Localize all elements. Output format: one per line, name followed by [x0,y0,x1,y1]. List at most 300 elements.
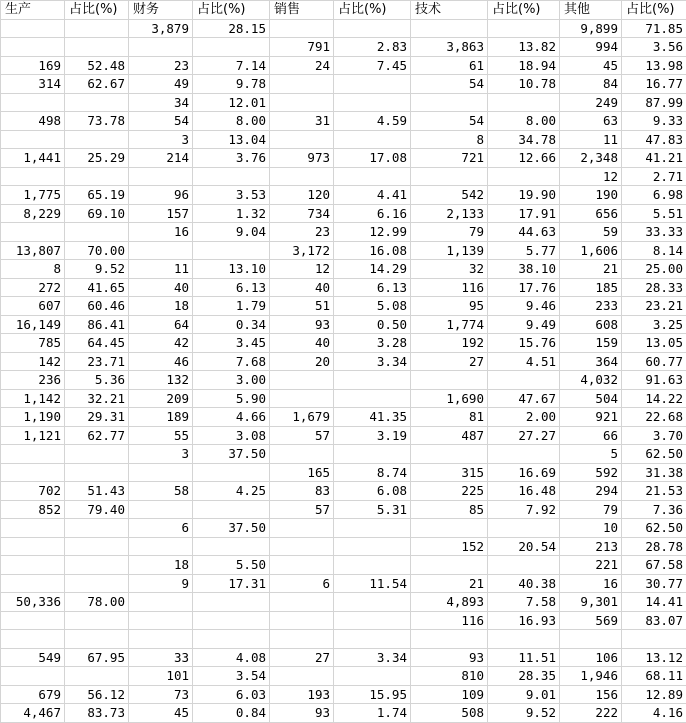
table-cell[interactable]: 34.78 [488,130,560,149]
table-cell[interactable]: 71.85 [622,19,686,38]
table-cell[interactable]: 1,774 [411,315,488,334]
table-cell[interactable]: 11.54 [334,574,411,593]
table-cell[interactable]: 1.74 [334,704,411,723]
table-cell[interactable]: 60.46 [65,297,129,316]
table-cell[interactable]: 679 [1,685,65,704]
table-cell[interactable] [411,556,488,575]
table-cell[interactable]: 1,679 [270,408,334,427]
table-cell[interactable] [270,389,334,408]
table-cell[interactable] [129,463,193,482]
table-cell[interactable]: 17.76 [488,278,560,297]
table-cell[interactable]: 4,032 [560,371,622,390]
table-cell[interactable]: 2,133 [411,204,488,223]
table-cell[interactable] [334,167,411,186]
table-cell[interactable]: 132 [129,371,193,390]
table-cell[interactable] [1,223,65,242]
table-cell[interactable] [270,611,334,630]
table-cell[interactable]: 13.98 [622,56,686,75]
table-cell[interactable] [65,574,129,593]
table-cell[interactable]: 9.78 [193,75,270,94]
table-cell[interactable]: 221 [560,556,622,575]
table-cell[interactable]: 2.00 [488,408,560,427]
table-cell[interactable]: 65.19 [65,186,129,205]
table-cell[interactable]: 249 [560,93,622,112]
table-cell[interactable]: 8.74 [334,463,411,482]
table-cell[interactable]: 810 [411,667,488,686]
table-cell[interactable]: 3,863 [411,38,488,57]
table-cell[interactable] [411,630,488,649]
table-cell[interactable] [270,75,334,94]
table-cell[interactable]: 1,946 [560,667,622,686]
table-cell[interactable] [270,556,334,575]
table-cell[interactable]: 13.04 [193,130,270,149]
table-cell[interactable]: 8,229 [1,204,65,223]
header-cell-tech[interactable]: 技术 [411,1,488,20]
table-cell[interactable]: 4.16 [622,704,686,723]
table-cell[interactable]: 68.11 [622,667,686,686]
table-cell[interactable] [129,241,193,260]
table-cell[interactable]: 20.54 [488,537,560,556]
table-cell[interactable]: 3.08 [193,426,270,445]
table-cell[interactable]: 4.66 [193,408,270,427]
table-cell[interactable]: 734 [270,204,334,223]
table-cell[interactable]: 2.83 [334,38,411,57]
table-cell[interactable] [65,93,129,112]
table-cell[interactable]: 27 [270,648,334,667]
table-cell[interactable]: 7.45 [334,56,411,75]
table-cell[interactable]: 2,348 [560,149,622,168]
table-cell[interactable]: 193 [270,685,334,704]
table-cell[interactable] [193,167,270,186]
table-cell[interactable]: 3.54 [193,667,270,686]
table-cell[interactable]: 79 [411,223,488,242]
table-cell[interactable] [411,371,488,390]
table-cell[interactable]: 15.76 [488,334,560,353]
table-cell[interactable] [334,19,411,38]
table-cell[interactable]: 13,807 [1,241,65,260]
table-cell[interactable] [129,167,193,186]
table-cell[interactable] [193,537,270,556]
table-cell[interactable]: 994 [560,38,622,57]
table-cell[interactable]: 73 [129,685,193,704]
table-cell[interactable]: 17.08 [334,149,411,168]
table-cell[interactable] [334,667,411,686]
table-cell[interactable]: 1,121 [1,426,65,445]
table-cell[interactable]: 8 [411,130,488,149]
table-cell[interactable]: 7.92 [488,500,560,519]
table-cell[interactable]: 185 [560,278,622,297]
table-cell[interactable]: 607 [1,297,65,316]
table-cell[interactable]: 83.07 [622,611,686,630]
table-cell[interactable]: 83 [270,482,334,501]
table-cell[interactable]: 55 [129,426,193,445]
table-cell[interactable]: 58 [129,482,193,501]
table-cell[interactable]: 159 [560,334,622,353]
table-cell[interactable]: 28.15 [193,19,270,38]
table-cell[interactable]: 93 [270,704,334,723]
table-cell[interactable]: 14.41 [622,593,686,612]
table-cell[interactable] [65,611,129,630]
table-cell[interactable] [129,593,193,612]
table-cell[interactable]: 0.34 [193,315,270,334]
table-cell[interactable]: 40 [270,334,334,353]
table-cell[interactable]: 42 [129,334,193,353]
table-cell[interactable]: 83.73 [65,704,129,723]
table-cell[interactable]: 54 [411,112,488,131]
table-cell[interactable]: 542 [411,186,488,205]
table-cell[interactable]: 4.41 [334,186,411,205]
table-cell[interactable]: 156 [560,685,622,704]
table-cell[interactable]: 29.31 [65,408,129,427]
table-cell[interactable] [129,537,193,556]
table-cell[interactable]: 9.52 [488,704,560,723]
table-cell[interactable]: 189 [129,408,193,427]
table-cell[interactable]: 25.29 [65,149,129,168]
table-cell[interactable]: 6.13 [193,278,270,297]
table-cell[interactable]: 33 [129,648,193,667]
table-cell[interactable] [1,19,65,38]
table-cell[interactable]: 214 [129,149,193,168]
table-cell[interactable]: 40 [270,278,334,297]
table-cell[interactable]: 6.13 [334,278,411,297]
table-cell[interactable]: 157 [129,204,193,223]
table-cell[interactable]: 504 [560,389,622,408]
table-cell[interactable]: 93 [270,315,334,334]
table-cell[interactable] [488,445,560,464]
table-cell[interactable]: 3.25 [622,315,686,334]
table-cell[interactable]: 702 [1,482,65,501]
table-cell[interactable]: 51.43 [65,482,129,501]
table-cell[interactable]: 67.95 [65,648,129,667]
table-cell[interactable]: 549 [1,648,65,667]
table-cell[interactable] [270,130,334,149]
table-cell[interactable]: 16 [560,574,622,593]
table-cell[interactable]: 791 [270,38,334,57]
table-cell[interactable]: 1.32 [193,204,270,223]
table-cell[interactable]: 23 [270,223,334,242]
table-cell[interactable] [1,38,65,57]
table-cell[interactable]: 6.08 [334,482,411,501]
table-cell[interactable]: 27 [411,352,488,371]
table-cell[interactable]: 3 [129,445,193,464]
table-cell[interactable]: 45 [560,56,622,75]
table-cell[interactable] [65,19,129,38]
table-cell[interactable]: 27.27 [488,426,560,445]
table-cell[interactable]: 14.22 [622,389,686,408]
table-cell[interactable]: 16,149 [1,315,65,334]
table-cell[interactable]: 0.84 [193,704,270,723]
table-cell[interactable] [334,611,411,630]
table-cell[interactable]: 32 [411,260,488,279]
table-cell[interactable]: 3.76 [193,149,270,168]
table-cell[interactable] [129,630,193,649]
table-cell[interactable]: 84 [560,75,622,94]
table-cell[interactable]: 3.56 [622,38,686,57]
table-cell[interactable]: 54 [129,112,193,131]
header-cell-tech-share[interactable]: 占比(%) [488,1,560,20]
table-cell[interactable]: 96 [129,186,193,205]
table-cell[interactable]: 23 [129,56,193,75]
header-cell-finance[interactable]: 财务 [129,1,193,20]
table-cell[interactable]: 37.50 [193,445,270,464]
table-cell[interactable]: 1,606 [560,241,622,260]
table-cell[interactable]: 6 [129,519,193,538]
table-cell[interactable]: 9.01 [488,685,560,704]
table-cell[interactable]: 9 [129,574,193,593]
table-cell[interactable] [334,630,411,649]
table-cell[interactable] [129,500,193,519]
table-cell[interactable]: 46 [129,352,193,371]
table-cell[interactable] [65,463,129,482]
table-cell[interactable] [270,371,334,390]
table-cell[interactable]: 12.66 [488,149,560,168]
table-cell[interactable]: 24 [270,56,334,75]
table-cell[interactable]: 6.98 [622,186,686,205]
table-cell[interactable]: 3.53 [193,186,270,205]
table-cell[interactable]: 17.91 [488,204,560,223]
table-cell[interactable] [488,19,560,38]
table-cell[interactable]: 6 [270,574,334,593]
table-cell[interactable]: 19.90 [488,186,560,205]
table-cell[interactable]: 236 [1,371,65,390]
table-cell[interactable]: 28.78 [622,537,686,556]
table-cell[interactable]: 10.78 [488,75,560,94]
table-cell[interactable]: 569 [560,611,622,630]
table-cell[interactable]: 4.51 [488,352,560,371]
table-cell[interactable]: 9,301 [560,593,622,612]
table-cell[interactable] [129,38,193,57]
table-cell[interactable]: 3.34 [334,352,411,371]
table-cell[interactable]: 3.00 [193,371,270,390]
table-cell[interactable]: 1.79 [193,297,270,316]
table-cell[interactable]: 9,899 [560,19,622,38]
table-cell[interactable]: 16.69 [488,463,560,482]
table-cell[interactable]: 5.08 [334,297,411,316]
table-cell[interactable] [1,537,65,556]
table-cell[interactable]: 4.08 [193,648,270,667]
table-cell[interactable]: 62.50 [622,519,686,538]
table-cell[interactable]: 79.40 [65,500,129,519]
table-cell[interactable] [193,500,270,519]
table-cell[interactable]: 3.70 [622,426,686,445]
table-cell[interactable]: 106 [560,648,622,667]
table-cell[interactable]: 12.01 [193,93,270,112]
table-cell[interactable]: 4,467 [1,704,65,723]
table-cell[interactable]: 66 [560,426,622,445]
table-cell[interactable] [334,371,411,390]
table-cell[interactable]: 9.52 [65,260,129,279]
table-cell[interactable]: 5.31 [334,500,411,519]
table-cell[interactable]: 44.63 [488,223,560,242]
table-cell[interactable]: 18 [129,556,193,575]
table-cell[interactable]: 33.33 [622,223,686,242]
table-cell[interactable]: 37.50 [193,519,270,538]
table-cell[interactable] [488,371,560,390]
table-cell[interactable] [65,556,129,575]
table-cell[interactable]: 190 [560,186,622,205]
table-cell[interactable]: 67.58 [622,556,686,575]
table-cell[interactable]: 30.77 [622,574,686,593]
table-cell[interactable]: 3.45 [193,334,270,353]
table-cell[interactable]: 8.00 [488,112,560,131]
header-cell-sales[interactable]: 销售 [270,1,334,20]
table-cell[interactable] [411,445,488,464]
table-cell[interactable]: 40.38 [488,574,560,593]
table-cell[interactable]: 3,879 [129,19,193,38]
table-cell[interactable] [65,130,129,149]
table-cell[interactable] [1,611,65,630]
table-cell[interactable]: 209 [129,389,193,408]
table-cell[interactable]: 70.00 [65,241,129,260]
table-cell[interactable]: 3.28 [334,334,411,353]
table-cell[interactable]: 487 [411,426,488,445]
table-cell[interactable] [193,463,270,482]
table-cell[interactable]: 9.33 [622,112,686,131]
header-cell-production[interactable]: 生产 [1,1,65,20]
table-cell[interactable] [270,537,334,556]
table-cell[interactable]: 608 [560,315,622,334]
table-cell[interactable]: 0.50 [334,315,411,334]
table-cell[interactable]: 54 [411,75,488,94]
table-cell[interactable]: 41.65 [65,278,129,297]
table-cell[interactable]: 7.68 [193,352,270,371]
table-cell[interactable]: 51 [270,297,334,316]
table-cell[interactable]: 3 [129,130,193,149]
table-cell[interactable]: 47.83 [622,130,686,149]
table-cell[interactable]: 165 [270,463,334,482]
table-cell[interactable] [270,445,334,464]
table-cell[interactable]: 116 [411,611,488,630]
table-cell[interactable]: 85 [411,500,488,519]
table-cell[interactable] [65,667,129,686]
table-cell[interactable]: 225 [411,482,488,501]
table-cell[interactable]: 5.51 [622,204,686,223]
table-cell[interactable]: 8.14 [622,241,686,260]
table-cell[interactable]: 7.58 [488,593,560,612]
table-cell[interactable] [411,93,488,112]
table-cell[interactable]: 15.95 [334,685,411,704]
table-cell[interactable] [1,519,65,538]
table-cell[interactable]: 57 [270,500,334,519]
table-cell[interactable]: 20 [270,352,334,371]
table-cell[interactable]: 59 [560,223,622,242]
table-cell[interactable]: 23.21 [622,297,686,316]
table-cell[interactable]: 5.50 [193,556,270,575]
table-cell[interactable]: 28.33 [622,278,686,297]
table-cell[interactable]: 17.31 [193,574,270,593]
table-cell[interactable]: 64.45 [65,334,129,353]
header-cell-other[interactable]: 其他 [560,1,622,20]
table-cell[interactable]: 18 [129,297,193,316]
table-cell[interactable] [560,630,622,649]
table-cell[interactable]: 5.90 [193,389,270,408]
table-cell[interactable]: 57 [270,426,334,445]
table-cell[interactable]: 5.77 [488,241,560,260]
table-cell[interactable]: 1,190 [1,408,65,427]
table-cell[interactable] [622,630,686,649]
table-cell[interactable]: 213 [560,537,622,556]
table-cell[interactable]: 31 [270,112,334,131]
table-cell[interactable]: 9.04 [193,223,270,242]
table-cell[interactable]: 13.05 [622,334,686,353]
table-cell[interactable]: 120 [270,186,334,205]
table-cell[interactable] [65,519,129,538]
table-cell[interactable]: 364 [560,352,622,371]
table-cell[interactable]: 109 [411,685,488,704]
table-cell[interactable]: 315 [411,463,488,482]
table-cell[interactable]: 18.94 [488,56,560,75]
table-cell[interactable]: 12 [560,167,622,186]
table-cell[interactable]: 31.38 [622,463,686,482]
table-cell[interactable]: 73.78 [65,112,129,131]
table-cell[interactable] [1,463,65,482]
table-cell[interactable] [411,19,488,38]
table-cell[interactable]: 3.34 [334,648,411,667]
table-cell[interactable] [270,519,334,538]
table-cell[interactable]: 21 [560,260,622,279]
table-cell[interactable]: 7.14 [193,56,270,75]
table-cell[interactable]: 656 [560,204,622,223]
table-cell[interactable]: 12.99 [334,223,411,242]
table-cell[interactable]: 8.00 [193,112,270,131]
table-cell[interactable]: 28.35 [488,667,560,686]
table-cell[interactable] [193,593,270,612]
table-cell[interactable] [334,519,411,538]
table-cell[interactable]: 64 [129,315,193,334]
table-cell[interactable]: 973 [270,149,334,168]
table-cell[interactable]: 63 [560,112,622,131]
table-cell[interactable]: 1,441 [1,149,65,168]
table-cell[interactable]: 12 [270,260,334,279]
table-cell[interactable]: 4.59 [334,112,411,131]
table-cell[interactable]: 16.48 [488,482,560,501]
table-cell[interactable] [1,130,65,149]
table-cell[interactable]: 9.49 [488,315,560,334]
table-cell[interactable]: 721 [411,149,488,168]
table-cell[interactable] [334,556,411,575]
table-cell[interactable]: 81 [411,408,488,427]
header-cell-production-share[interactable]: 占比(%) [65,1,129,20]
table-cell[interactable]: 101 [129,667,193,686]
header-cell-other-share[interactable]: 占比(%) [622,1,686,20]
header-cell-finance-share[interactable]: 占比(%) [193,1,270,20]
table-cell[interactable] [65,167,129,186]
table-cell[interactable]: 4,893 [411,593,488,612]
table-cell[interactable]: 1,139 [411,241,488,260]
table-cell[interactable] [270,167,334,186]
table-cell[interactable]: 14.29 [334,260,411,279]
table-cell[interactable]: 233 [560,297,622,316]
table-cell[interactable]: 21.53 [622,482,686,501]
table-cell[interactable]: 93 [411,648,488,667]
table-cell[interactable]: 95 [411,297,488,316]
table-cell[interactable]: 11.51 [488,648,560,667]
table-cell[interactable]: 116 [411,278,488,297]
table-cell[interactable] [334,93,411,112]
table-cell[interactable] [65,537,129,556]
table-cell[interactable]: 16 [129,223,193,242]
table-cell[interactable]: 13.12 [622,648,686,667]
table-cell[interactable] [488,519,560,538]
table-cell[interactable]: 314 [1,75,65,94]
table-cell[interactable]: 49 [129,75,193,94]
table-cell[interactable]: 10 [560,519,622,538]
table-cell[interactable] [65,630,129,649]
table-cell[interactable] [270,593,334,612]
table-cell[interactable]: 3,172 [270,241,334,260]
table-cell[interactable] [334,130,411,149]
table-cell[interactable]: 50,336 [1,593,65,612]
